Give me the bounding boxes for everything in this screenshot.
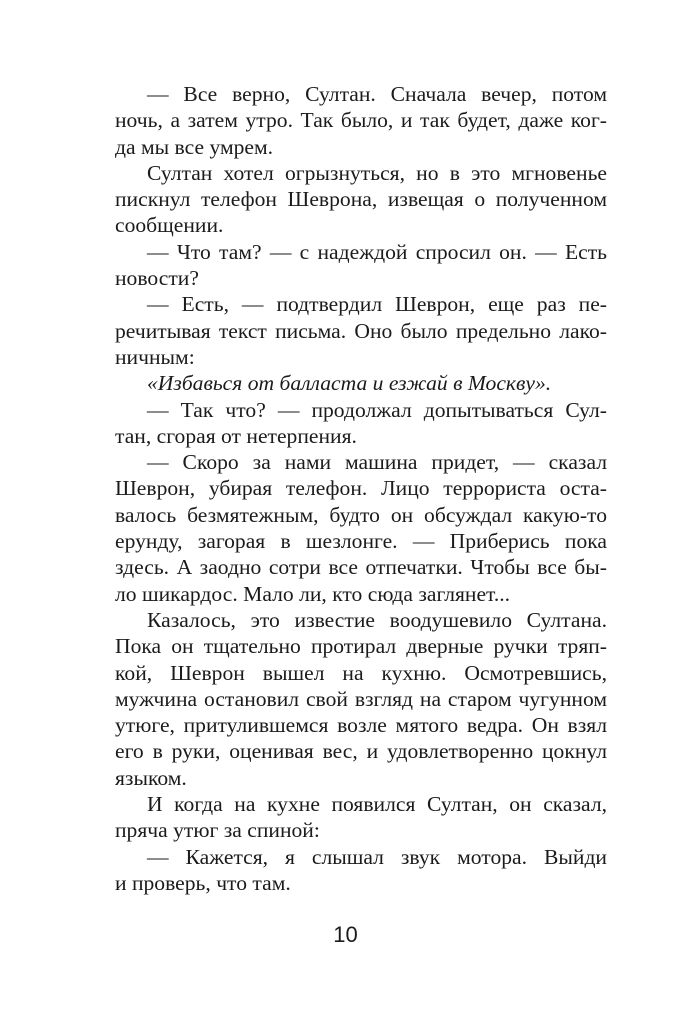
text-line: утюге, притулившемся возле мятого ведра. Он взял — [115, 713, 607, 738]
text-line: языком. — [115, 765, 187, 790]
text-line: здесь. А заодно сотри все отпечатки. Чтобы все бы- — [115, 555, 607, 580]
text-line: — Что там? — с надеждой спросил он. — Есть — [147, 239, 607, 264]
text-line: да мы все умрем. — [115, 134, 274, 159]
text-line: ерунду, загорая в шезлонге. — Приберись пока — [115, 529, 607, 554]
text-line: и проверь, что там. — [115, 870, 291, 895]
text-line: пряча утюг за спиной: — [115, 818, 320, 843]
text-line: кой, Шеврон вышел на кухню. Осмотревшись, — [115, 660, 607, 685]
text-line: новости? — [115, 266, 199, 291]
text-line: — Кажется, я слышал звук мотора. Выйди — [147, 844, 607, 869]
body-text — [115, 81, 607, 896]
text-line: Шеврон, убирая телефон. Лицо террориста оста- — [115, 476, 607, 501]
text-line: — Скоро за нами машина придет, — сказал — [147, 450, 607, 475]
text-line: сообщении. — [115, 213, 224, 238]
text-line: Пока он тщательно протирал дверные ручки тряп- — [115, 634, 607, 659]
text-line: пискнул телефон Шеврона, извещая о полученном — [115, 187, 607, 212]
page-number: 10 — [333, 922, 358, 947]
text-line: И когда на кухне появился Султан, он сказал, — [147, 792, 607, 817]
text-line: тан, сгорая от нетерпения. — [115, 423, 357, 448]
text-line: — Так что? — продолжал допытываться Сул- — [147, 397, 607, 422]
text-line: ло шикардос. Мало ли, кто сюда заглянет... — [115, 581, 511, 606]
text-line: Казалось, это известие воодушевило Султана. — [147, 607, 607, 632]
text-line: его в руки, оценивая вес, и удовлетворенно цокнул — [115, 739, 607, 764]
text-line: ночь, а затем утро. Так было, и так будет, даже ког- — [115, 108, 607, 133]
text-line: речитывая текст письма. Оно было предельно лако- — [115, 318, 607, 343]
text-line: мужчина остановил свой взгляд на старом чугунном — [115, 686, 607, 711]
text-line: — Все верно, Султан. Сначала вечер, потом — [147, 82, 607, 106]
text-line: — Есть, — подтвердил Шеврон, еще раз пе- — [147, 292, 607, 317]
text-line: ничным: — [115, 344, 195, 369]
text-line: «Избавься от балласта и езжай в Москву». — [147, 371, 552, 396]
text-line: валось безмятежным, будто он обсуждал какую-то — [115, 502, 607, 527]
text-line: Султан хотел огрызнуться, но в это мгновенье — [147, 160, 607, 185]
